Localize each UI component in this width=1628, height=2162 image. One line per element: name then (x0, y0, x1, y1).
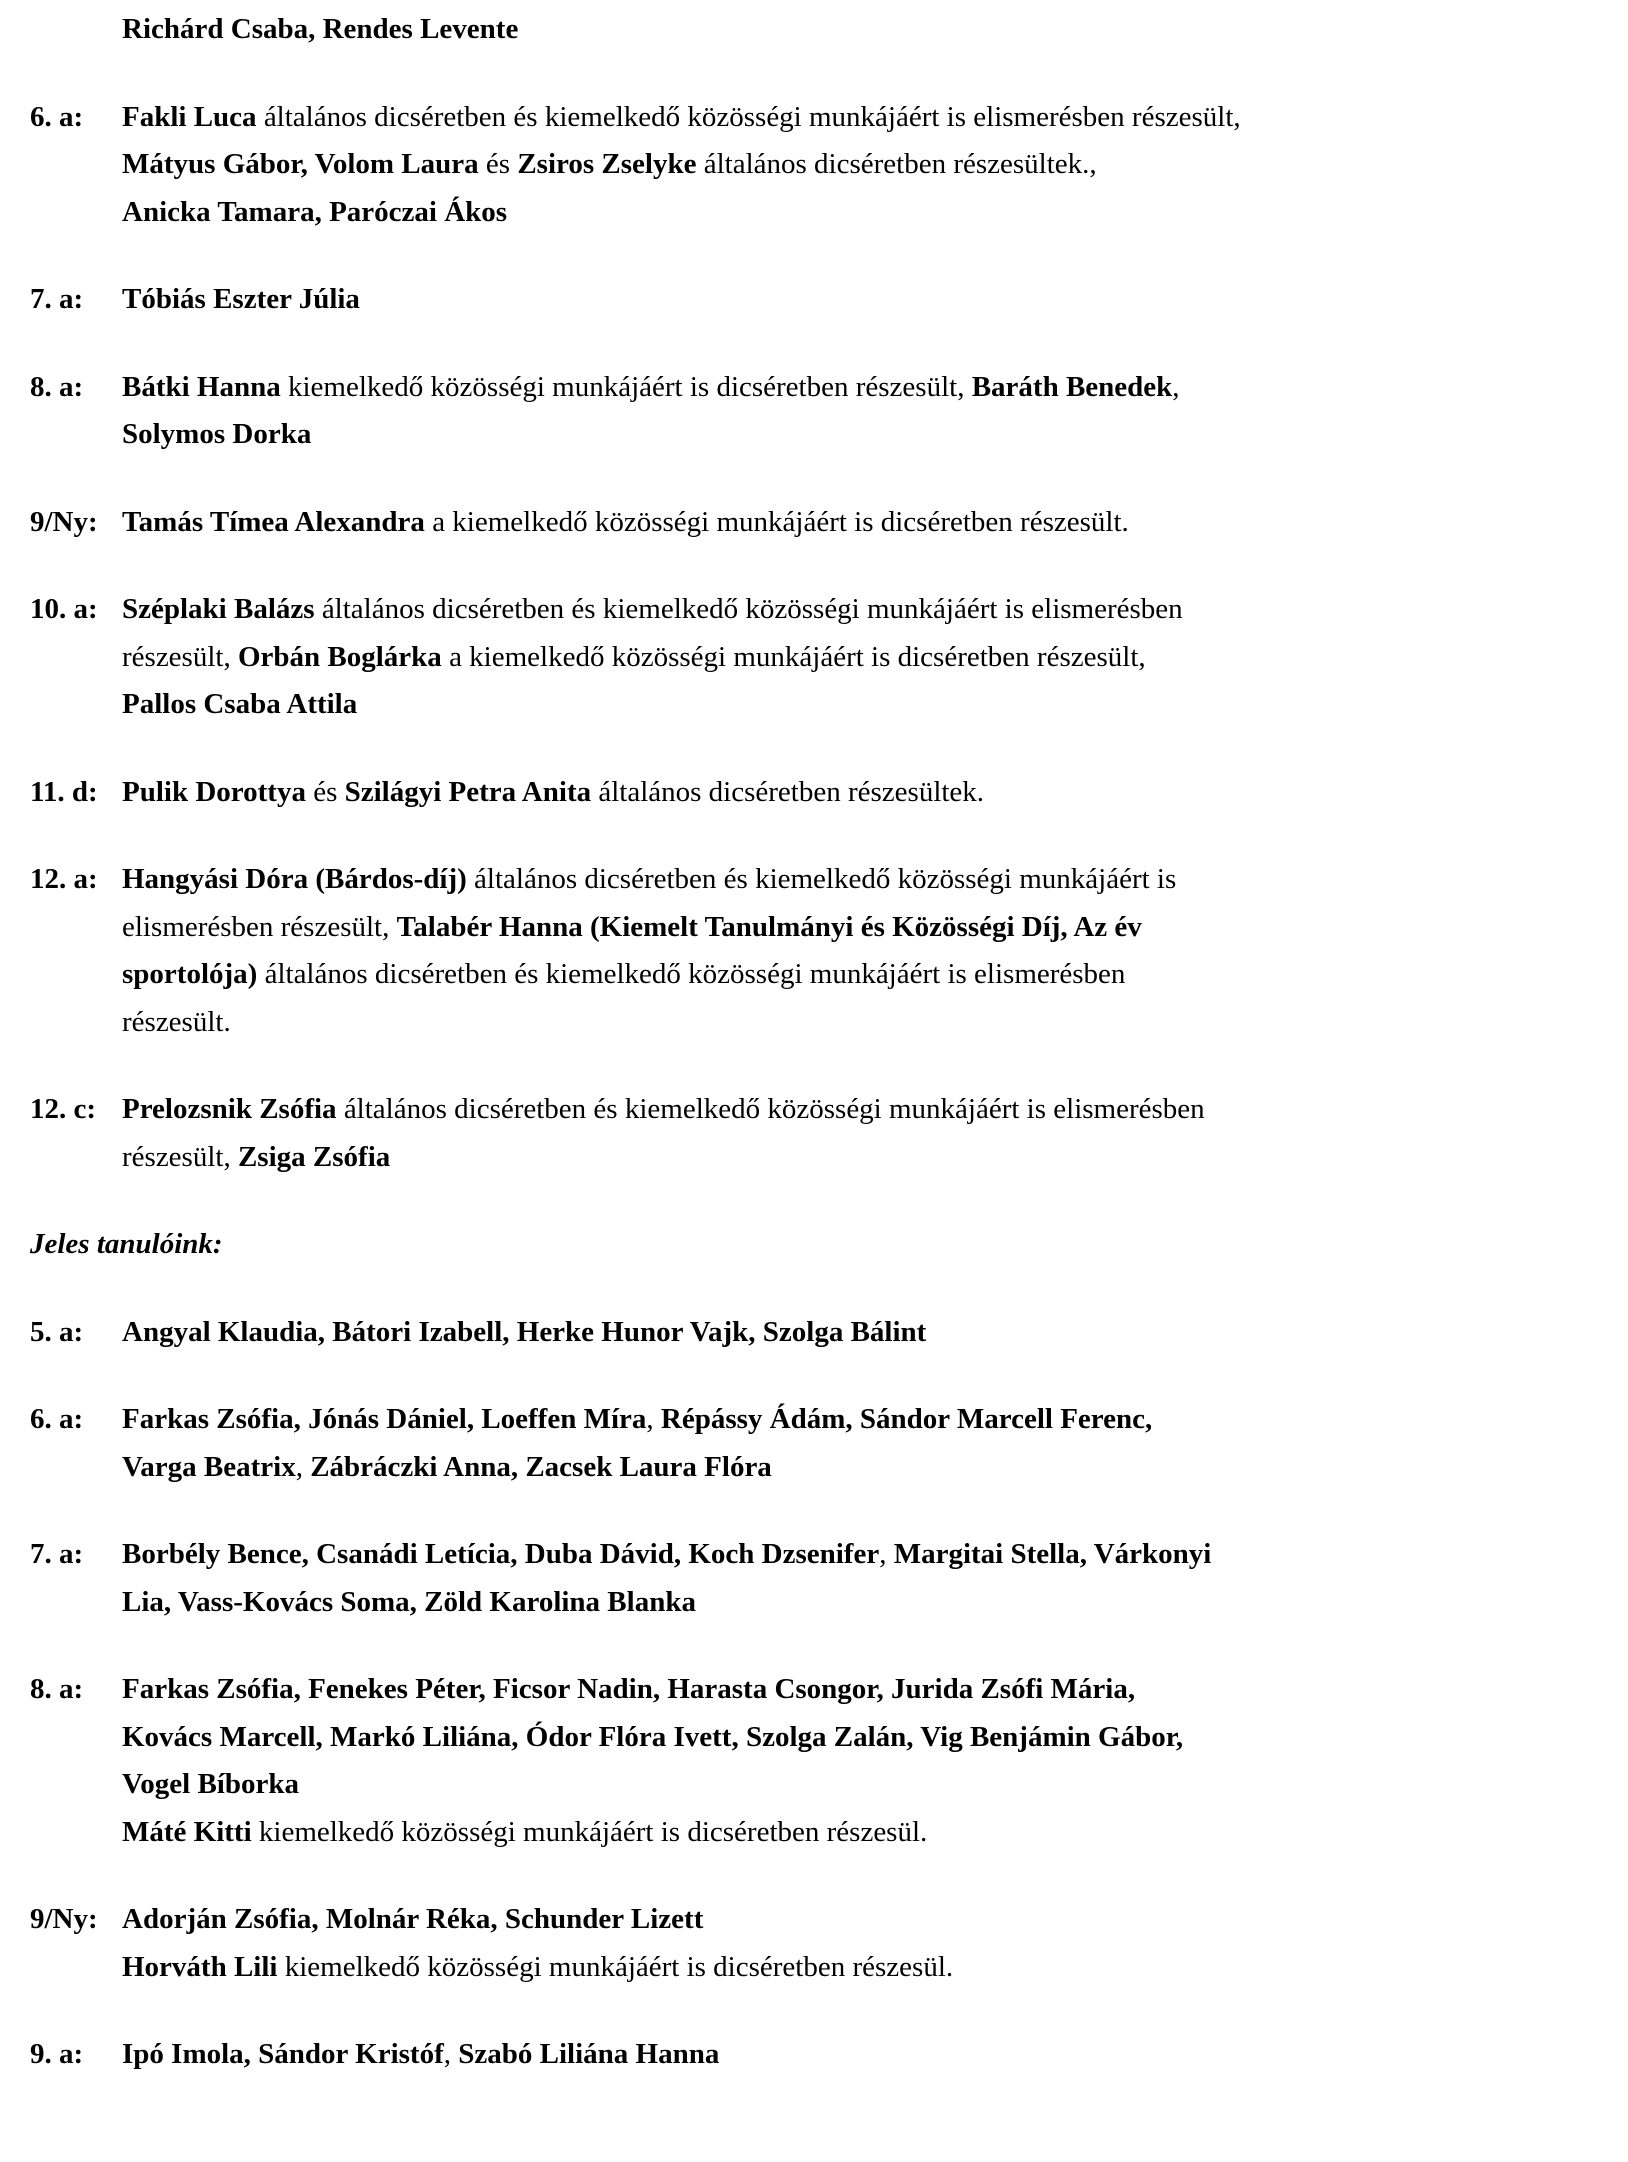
award-entry (30, 1309, 1600, 1357)
award-text: általános dicséretben részesültek., (703, 148, 1097, 180)
student-name: Répássy Ádám, Sándor Marcell Ferenc, (660, 1403, 1153, 1435)
student-name: Jeles tanulóink: (30, 1228, 223, 1260)
entry-text (30, 1221, 1600, 1269)
student-name: Richárd Csaba, Rendes Levente (122, 13, 519, 45)
student-name: Zsiros Zselyke (517, 148, 704, 180)
award-text: a kiemelkedő közösségi munkájáért is dicséretben részesült. (432, 505, 1129, 538)
entry-text (122, 769, 1600, 817)
award-text: kiemelkedő közösségi munkájáért is dicséretben részesül. (258, 1815, 928, 1848)
entry-text (122, 6, 1600, 54)
student-name: Hangyási Dóra (Bárdos-díj) (122, 863, 475, 895)
text-line (122, 769, 1600, 817)
student-name: Lia, Vass-Kovács Soma, Zöld Karolina Blanka (122, 1585, 696, 1618)
text-line (122, 1714, 1600, 1762)
award-text: kiemelkedő közösségi munkájáért is dicséretben részesült, (288, 370, 972, 403)
text-line (122, 1531, 1600, 1579)
text-line (30, 1221, 1600, 1269)
class-label: 12. a: (30, 863, 98, 895)
award-text: általános dicséretben és kiemelkedő közösségi munkájáért is (474, 863, 1177, 895)
entry-text (122, 1086, 1600, 1181)
student-name: Mátyus Gábor, Volom Laura (122, 148, 486, 180)
award-entry (30, 276, 1600, 324)
text-line (122, 1944, 1600, 1992)
award-entry (30, 2031, 1600, 2079)
student-name: Horváth Lili (122, 1950, 285, 1983)
award-text: , (1172, 370, 1180, 403)
award-text: és (313, 775, 345, 808)
award-text: a kiemelkedő közösségi munkájáért is dicséretben részesült, (449, 640, 1146, 673)
award-text: , (443, 2038, 459, 2070)
class-label: 9/Ny: (30, 505, 98, 538)
student-name: Farkas Zsófia, Fenekes Péter, Ficsor Nadin, Harasta Csongor, Jurida Zsófi Mária, (122, 1673, 1136, 1705)
class-label: 9. a: (30, 2038, 84, 2070)
student-name: Zábráczki Anna, Zacsek Laura Flóra (310, 1450, 772, 1483)
award-entry (30, 364, 1600, 459)
text-line (122, 1809, 1600, 1857)
award-text: részesült, (122, 640, 238, 673)
text-line (122, 999, 1600, 1047)
class-label: 12. c: (30, 1093, 97, 1125)
student-name: Ipó Imola, Sándor Kristóf (122, 2038, 444, 2070)
award-entry (30, 94, 1600, 237)
award-text: részesült, (122, 1140, 238, 1173)
student-name: sportolója) (122, 958, 265, 990)
student-name: Máté Kitti (122, 1815, 259, 1848)
award-entry (30, 1666, 1600, 1856)
award-text: általános dicséretben és kiemelkedő közösségi munkájáért is elismerésben (343, 1093, 1205, 1125)
student-name: Borbély Bence, Csanádi Letícia, Duba Dávid, Koch Dzsenifer (122, 1538, 880, 1570)
entry-text (122, 1309, 1600, 1357)
student-name: Anicka Tamara, Paróczai Ákos (122, 195, 508, 228)
student-name: Adorján Zsófia, Molnár Réka, Schunder Lizett (122, 1903, 704, 1935)
entry-text (122, 856, 1600, 1046)
student-name: Tamás Tímea Alexandra (122, 505, 433, 538)
award-text: és (485, 148, 518, 180)
award-entry (30, 1396, 1600, 1491)
student-name: Margitai Stella, Várkonyi (893, 1538, 1212, 1570)
award-entry (30, 769, 1600, 817)
class-label: 6. a: (30, 1403, 84, 1435)
text-line (122, 1086, 1600, 1134)
award-entry (30, 856, 1600, 1046)
entry-text (122, 499, 1600, 547)
class-label: 7. a: (30, 283, 84, 315)
section-heading (30, 1221, 1600, 1269)
text-line (122, 1761, 1600, 1809)
class-label: 5. a: (30, 1315, 84, 1348)
award-entry (30, 6, 1600, 54)
class-label (30, 6, 122, 54)
class-label: 7. a: (30, 1538, 84, 1570)
text-line (122, 189, 1600, 237)
student-name: Tóbiás Eszter Júlia (122, 283, 360, 315)
text-line (122, 586, 1600, 634)
entry-text (122, 94, 1600, 237)
student-name: Széplaki Balázs (122, 593, 322, 625)
text-line (122, 1896, 1600, 1944)
text-line (122, 2031, 1600, 2079)
student-name: Zsiga Zsófia (237, 1140, 391, 1173)
student-name: Angyal Klaudia, Bátori Izabell, Herke Hunor Vajk, Szolga Bálint (122, 1315, 927, 1348)
student-name: Szabó Liliána Hanna (458, 2038, 720, 2070)
class-label: 11. d: (30, 775, 98, 808)
text-line (122, 856, 1600, 904)
student-name: Varga Beatrix (122, 1450, 296, 1483)
text-line (122, 6, 1600, 54)
text-line (122, 276, 1600, 324)
entry-text (122, 1666, 1600, 1856)
award-text: általános dicséretben és kiemelkedő közösségi munkájáért is elismerésben (264, 958, 1126, 990)
award-text: , (646, 1403, 661, 1435)
text-line (122, 1579, 1600, 1627)
award-text: elismerésben részesült, (122, 910, 397, 943)
award-text: , (879, 1538, 894, 1570)
text-line (122, 1309, 1600, 1357)
text-line (122, 951, 1600, 999)
text-line (122, 94, 1600, 142)
text-line (122, 364, 1600, 412)
award-list-document (30, 6, 1600, 2079)
text-line (122, 1396, 1600, 1444)
text-line (122, 1134, 1600, 1182)
text-line (122, 681, 1600, 729)
text-line (122, 411, 1600, 459)
student-name: Pallos Csaba Attila (122, 688, 358, 720)
text-line (122, 904, 1600, 952)
award-entry (30, 1531, 1600, 1626)
entry-text (122, 1531, 1600, 1626)
student-name: Vogel Bíborka (122, 1768, 299, 1800)
student-name: Orbán Boglárka (237, 640, 450, 673)
student-name: Szilágyi Petra Anita (344, 775, 599, 808)
entry-text (122, 2031, 1600, 2079)
class-label: 8. a: (30, 1673, 84, 1705)
text-line (122, 1666, 1600, 1714)
student-name: Talabér Hanna (Kiemelt Tanulmányi és Közösségi Díj, Az év (396, 910, 1142, 943)
entry-text (122, 276, 1600, 324)
text-line (122, 1444, 1600, 1492)
class-label: 8. a: (30, 370, 84, 403)
student-name: Baráth Benedek (971, 370, 1173, 403)
student-name: Prelozsnik Zsófia (122, 1093, 344, 1125)
student-name: Kovács Marcell, Markó Liliána, Ódor Flóra Ivett, Szolga Zalán, Vig Benjámin Gábor, (122, 1720, 1184, 1753)
award-entry (30, 1896, 1600, 1991)
entry-text (122, 1896, 1600, 1991)
class-label: 10. a: (30, 593, 98, 625)
entry-text (122, 1396, 1600, 1491)
entry-text (122, 364, 1600, 459)
award-text: részesült. (122, 1005, 231, 1038)
award-text: kiemelkedő közösségi munkájáért is dicséretben részesül. (284, 1950, 954, 1983)
student-name: Fakli Luca (122, 100, 264, 133)
student-name: Solymos Dorka (122, 418, 312, 450)
entry-text (122, 586, 1600, 729)
student-name: Bátki Hanna (122, 370, 288, 403)
award-text: , (295, 1450, 311, 1483)
award-entry (30, 499, 1600, 547)
text-line (122, 634, 1600, 682)
award-entry (30, 586, 1600, 729)
award-entry (30, 1086, 1600, 1181)
student-name: Pulik Dorottya (122, 775, 314, 808)
class-label: 6. a: (30, 100, 84, 133)
text-line (122, 141, 1600, 189)
class-label: 9/Ny: (30, 1903, 98, 1935)
award-text: általános dicséretben és kiemelkedő közösségi munkájáért is elismerésben részesült, (263, 100, 1241, 133)
award-text: általános dicséretben részesültek. (598, 775, 985, 808)
award-text: általános dicséretben és kiemelkedő közösségi munkájáért is elismerésben (321, 593, 1183, 625)
text-line (122, 499, 1600, 547)
student-name: Farkas Zsófia, Jónás Dániel, Loeffen Míra (122, 1403, 647, 1435)
